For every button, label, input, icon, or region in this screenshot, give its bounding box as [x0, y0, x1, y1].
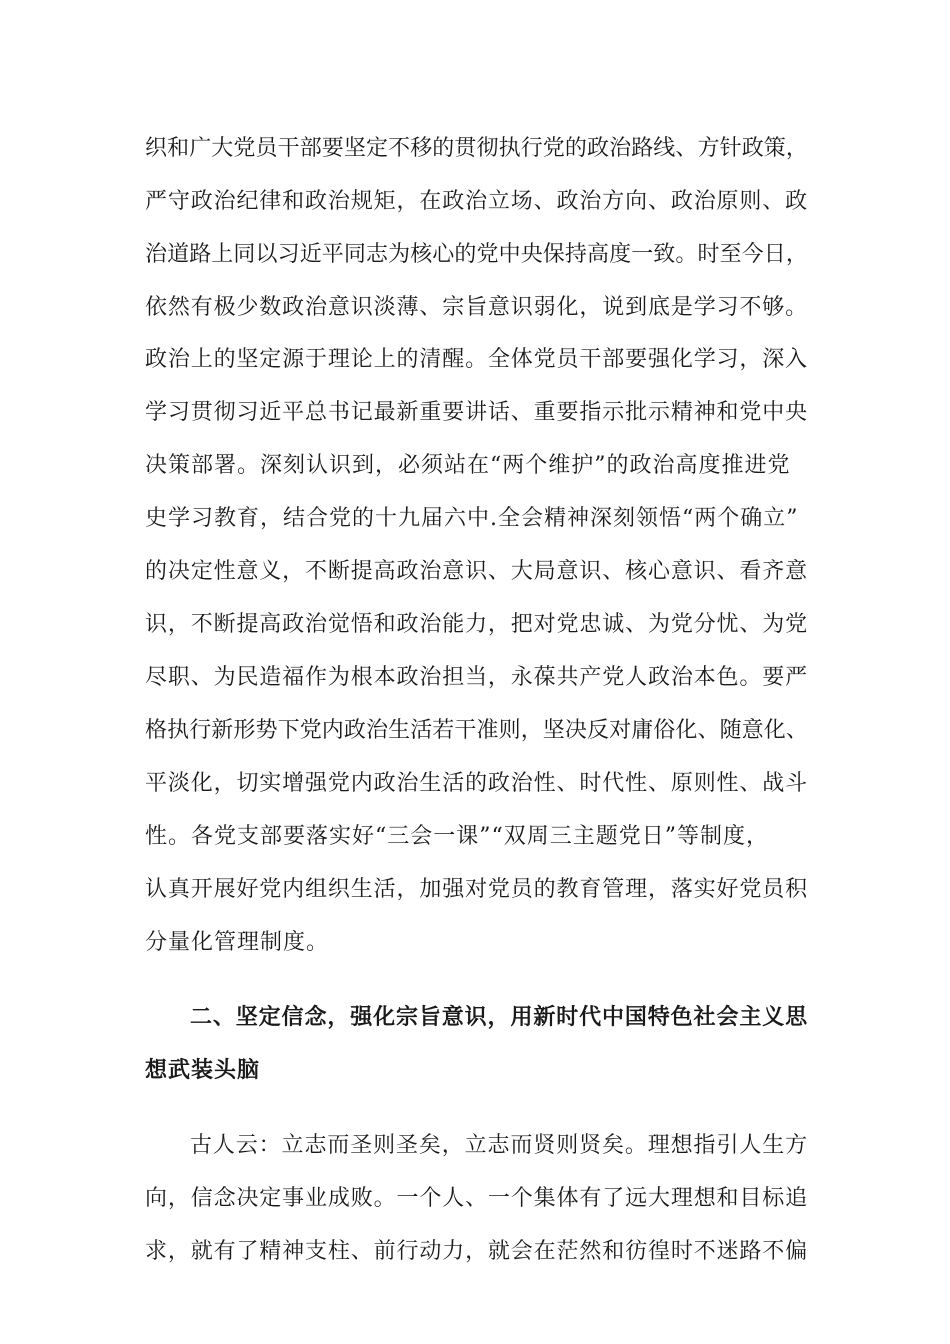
paragraph1-line-4: 依然有极少数政治意识淡薄、宗旨意识弱化，说到底是学习不够。	[145, 295, 809, 320]
paragraph1-line-2: 严守政治纪律和政治规矩，在政治立场、政治方向、政治原则、政	[145, 189, 809, 214]
paragraph1-line-15: 认真开展好党内组织生活，加强对党员的教育管理，落实好党员积	[145, 877, 809, 902]
paragraph1-line-9: 的决定性意义，不断提高政治意识、大局意识、核心意识、看齐意	[145, 559, 809, 584]
paragraph1-line-12: 格执行新形势下党内政治生活若干准则，坚决反对庸俗化、随意化、	[145, 718, 809, 743]
paragraph2-line-2: 向，信念决定事业成败。一个人、一个集体有了远大理想和目标追	[145, 1186, 809, 1211]
paragraph1-line-8: 史学习教育，结合党的十九届六中.全会精神深刻领悟“两个确立”	[145, 506, 799, 531]
paragraph1-line-16: 分量化管理制度。	[145, 930, 330, 955]
section-heading-line-1: 二、坚定信念，强化宗旨意识，用新时代中国特色社会主义思	[190, 1004, 809, 1030]
paragraph1-line-10: 识，不断提高政治觉悟和政治能力，把对党忠诚、为党分忧、为党	[145, 612, 809, 637]
paragraph1-line-7: 决策部署。深刻认识到，必须站在“两个维护”的政治高度推进党	[145, 453, 791, 478]
paragraph1-line-14: 性。各党支部要落实好“三会一课”“双周三主题党日”等制度，	[145, 824, 769, 849]
paragraph1-line-11: 尽职、为民造福作为根本政治担当，永葆共产党人政治本色。要严	[145, 665, 809, 690]
section-heading-line-2: 想武装头脑	[145, 1057, 261, 1083]
paragraph1-line-1: 织和广大党员干部要坚定不移的贯彻执行党的政治路线、方针政策，	[145, 136, 809, 161]
paragraph2-line-3: 求，就有了精神支柱、前行动力，就会在茫然和彷徨时不迷路不偏	[145, 1239, 809, 1264]
paragraph1-line-6: 学习贯彻习近平总书记最新重要讲话、重要指示批示精神和党中央	[145, 400, 809, 425]
paragraph1-line-3: 治道路上同以习近平同志为核心的党中央保持高度一致。时至今日，	[145, 242, 809, 267]
paragraph2-line-1: 古人云：立志而圣则圣矣，立志而贤则贤矣。理想指引人生方	[190, 1133, 809, 1158]
paragraph1-line-13: 平淡化，切实增强党内政治生活的政治性、时代性、原则性、战斗	[145, 771, 809, 796]
paragraph1-line-5: 政治上的坚定源于理论上的清醒。全体党员干部要强化学习，深入	[145, 347, 809, 372]
